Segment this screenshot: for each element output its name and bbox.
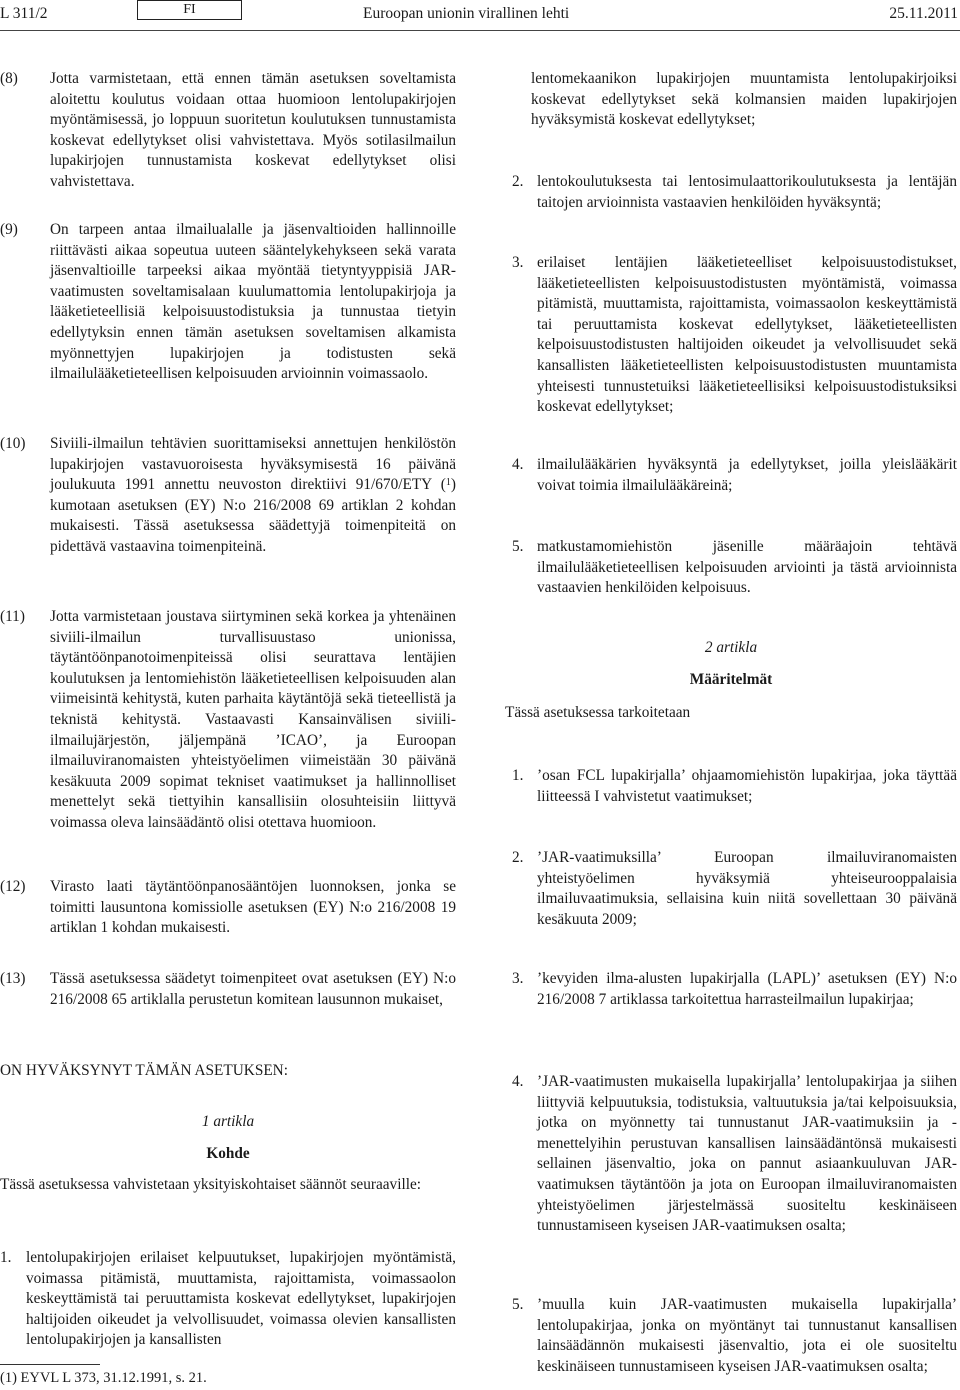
recital-text — [50, 434, 456, 558]
article-1-item-1 — [0, 1248, 456, 1351]
recital-number: (9) — [0, 221, 18, 238]
recital-number: (12) — [0, 878, 26, 895]
definition-3 — [505, 969, 957, 1010]
article-1-item-4 — [505, 455, 957, 496]
recital-11 — [0, 607, 456, 834]
recital-text: Jotta varmistetaan joustava siirtyminen sekä korkea ja yhtenäinen siviili-ilmailun turvallisuustaso unionissa, täytäntöönpanotoimenpiteissä olisi seurattava lentäjien koulutuksen ja lentomiehistön lääketieteellisen kelpoisuuden alan viimeisintä kehitystä, kuten parhaita käytäntöjä sekä tieteellistä ja teknistä kehitystä. Vastaavasti Kansainvälisen siviili-ilmailujärjestön, jäljempänä ’ICAO’, ja Euroopan ilmailuviranomaisten yhteistyöelimen viimeistään 30 päivänä kesäkuuta 2009 sopimat tekniset vaatimukset ja hallinnolliset menettelyt sekä tiettyihin kansallisiin olosuhteisiin liittyvä voimassa oleva lainsäädäntö olisi otettava huomioon. — [50, 608, 456, 831]
item-number: 5. — [512, 1296, 524, 1313]
item-text: lentokoulutuksesta tai lentosimulaattorikoulutuksesta ja lentäjän taitojen arvioinnista vastaavien henkilöiden hyväksyntä; — [537, 173, 957, 211]
item-text: erilaiset lentäjien lääketieteelliset kelpoisuustodistukset, lääketieteellisten kelpoisuustodistusten myöntämistä, voimassa pitämistä, muuttamista, rajoittamista, voimassaolon keskeyttämistä tai peruuttamista koskevat edellytykset, lääketieteellisten kelpoisuustodistusten haltijoiden oikeudet ja velvollisuudet sekä kansallisten lääketieteellisten kelpoisuustodistusten muuntamista yhteisesti tunnustetuiksi lääketieteellisiksi kelpoisuustodistuksiksi koskevat edellytykset; — [537, 254, 957, 416]
article-1-intro: Tässä asetuksessa vahvistetaan yksityiskohtaiset säännöt seuraaville: — [0, 1176, 421, 1193]
recital-text-part: Siviili-ilmailun tehtävien suorittamiseksi annettujen henkilöstön lupakirjojen vastavuoroisesta hyväksymisestä 16 päivänä joulukuuta 1991 annettu neuvoston direktiivi 91/670/ETY ( — [50, 435, 456, 494]
article-1-title: Kohde — [206, 1145, 250, 1162]
item-text: matkustamomiehistön jäsenille määräajoin tehtävä ilmailulääketieteellisen kelpoisuuden arviointi ja tästä arvioinnista vastaavien henkilöiden kelpoisuus. — [537, 538, 957, 597]
recital-number: (10) — [0, 435, 26, 452]
item-number: 3. — [512, 254, 524, 271]
publication-date: 25.11.2011 — [889, 5, 958, 22]
item-text: ’kevyiden ilma-alusten lupakirjalla (LAPL)’ asetuksen (EY) N:o 216/2008 7 artiklassa tarkoitettua harrasteilmailun lupakirjaa; — [537, 970, 957, 1008]
recital-10 — [0, 434, 456, 558]
recital-13 — [0, 969, 456, 1010]
recital-number: (13) — [0, 970, 26, 987]
recital-text-part: ) kumotaan asetuksen (EY) N:o 216/2008 69 artiklan 2 kohdan mukaisesti. Tässä asetuksessa säädettyjä toimenpiteitä on pidettävä vastaavina toimenpiteinä. — [50, 476, 456, 555]
footnote-reference[interactable]: 1 — [445, 477, 451, 489]
definition-5 — [505, 1295, 957, 1377]
article-2-title: Määritelmät — [689, 671, 773, 688]
recital-text: Tässä asetuksessa säädetyt toimenpiteet ovat asetuksen (EY) N:o 216/2008 65 artiklalla perustetun komitean lausunnon mukaiset, — [50, 970, 456, 1008]
recital-text: Virasto laati täytäntöönpanosääntöjen luonnoksen, jonka se toimitti lausuntona komissiolle asetuksen (EY) N:o 216/2008 19 artiklan 1 kohdan mukaisesti. — [50, 878, 456, 937]
item-text: ’osan FCL lupakirjalla’ ohjaamomiehistön lupakirjaa, joka täyttää liitteessä I vahvistetut vaatimukset; — [537, 767, 957, 805]
item-text: ilmailulääkärien hyväksyntä ja edellytykset, joilla yleislääkärit voivat toimia ilmailulääkäreinä; — [537, 456, 957, 494]
article-2-intro: Tässä asetuksessa tarkoitetaan — [505, 704, 691, 721]
item-number: 5. — [512, 538, 524, 555]
definition-2 — [505, 848, 957, 930]
item-1-continuation: lentomekaanikon lupakirjojen muuntamista lentolupakirjoiksi koskevat edellytykset sekä kolmansien maiden lupakirjojen hyväksymistä koskevat edellytykset; — [531, 70, 957, 129]
recital-9 — [0, 220, 456, 385]
article-1-item-2 — [505, 172, 957, 213]
article-2-label: 2 artikla — [704, 639, 758, 656]
item-number: 2. — [512, 173, 524, 190]
recital-number: (8) — [0, 70, 18, 87]
recital-number: (11) — [0, 608, 25, 625]
footnote: (1) EYVL L 373, 31.12.1991, s. 21. — [0, 1370, 207, 1386]
article-1-item-3 — [505, 253, 957, 418]
item-number: 1. — [512, 767, 524, 784]
item-text: ’JAR-vaatimusten mukaisella lupakirjalla’ lentolupakirjaa ja siihen liittyviä kelpuutuksia, todistuksia, valtuutuksia ja/tai kelpoisuuksia, jotka on myönnetty tai tunnustanut JAR-vaatimuksiin ja -menettelyihin perustuvan kansallisen lainsäädäntönsä mukaisesti sellainen jäsenvaltio, joka on pannut asiaankuuluvan JAR-vaatimuksen täytäntöön ja jota on Euroopan ilmailuviranomaisten yhteistyöelimen järjestelmässä suositeltu keskinäiseen tunnustamiseen kyseisen JAR-vaatimuksen osalta; — [537, 1073, 957, 1235]
recital-12 — [0, 877, 456, 939]
recital-text: On tarpeen antaa ilmailualalle ja jäsenvaltioiden hallinnoille riittävästi aikaa sopeutua uuteen sääntelykehykseen sekä varata jäsenvaltioille tarpeeksi aikaa myöntää tietyntyyppisiä JAR-vaatimusten soveltamisalaan kuulumattomia lentolupakirjoja ja lääketieteellisiä kelpoisuustodistuksia ja tunnustaa tietyin edellytyksin ennen tämän asetuksen soveltamisen alkamista myönnettyjen lupakirjojen ja todistusten sekä ilmailulääketieteellisen kelpoisuuden arvioinnin voimassaolo. — [50, 221, 456, 383]
definition-1 — [505, 766, 957, 807]
recital-8 — [0, 69, 456, 193]
recital-text: Jotta varmistetaan, että ennen tämän asetuksen soveltamista aloitettu koulutus voidaan ottaa huomioon lentolupakirjojen myöntämisessä, jo loppuun suoritetun koulutuksen tunnustamista koskevat edellytykset olisi vahvistettava. Myös sotilasilmailun lupakirjojen tunnustamista koskevat edellytykset olisi vahvistettava. — [50, 70, 456, 190]
item-text: ’JAR-vaatimuksilla’ Euroopan ilmailuviranomaisten yhteistyöelimen hyväksymiä yhteiseurooppalaisia ilmailuvaatimuksia, sellaisina kuin niitä sovellettaan 30 päivänä kesäkuuta 2009; — [537, 849, 957, 928]
item-number: 4. — [512, 456, 524, 473]
item-text: ’muulla kuin JAR-vaatimusten mukaisella lupakirjalla’ lentolupakirjaa, jonka on myöntänyt tai tunnustanut kansallisen lainsäädännön mukaisesti jäsenvaltio, jota ei ole suositeltu keskinäiseen tunnustamiseen kyseisen JAR-vaatimuksen osalta; — [537, 1296, 957, 1375]
adoption-statement: ON HYVÄKSYNYT TÄMÄN ASETUKSEN: — [0, 1062, 288, 1079]
page-reference: L 311/2 — [0, 5, 48, 22]
item-number: 1. — [0, 1249, 12, 1266]
item-number: 4. — [512, 1073, 524, 1090]
item-text: lentolupakirjojen erilaiset kelpuutukset, lupakirjojen myöntämistä, voimassa pitämistä, muuttamista, rajoittamista, voimassaolon keskeyttämistä tai peruuttamista koskevat edellytykset, lupakirjojen haltijoiden oikeudet ja velvollisuudet, voimassa olevien kansallisten lentolupakirjojen ja kansallisten — [26, 1249, 456, 1349]
item-number: 3. — [512, 970, 524, 987]
article-1-item-5 — [505, 537, 957, 599]
header-rule — [0, 30, 960, 31]
article-1-label: 1 artikla — [201, 1113, 255, 1130]
journal-title: Euroopan unionin virallinen lehti — [363, 5, 570, 22]
item-number: 2. — [512, 849, 524, 866]
footnote-rule — [0, 1364, 100, 1365]
definition-4 — [505, 1072, 957, 1237]
language-code-box: FI — [137, 0, 242, 20]
